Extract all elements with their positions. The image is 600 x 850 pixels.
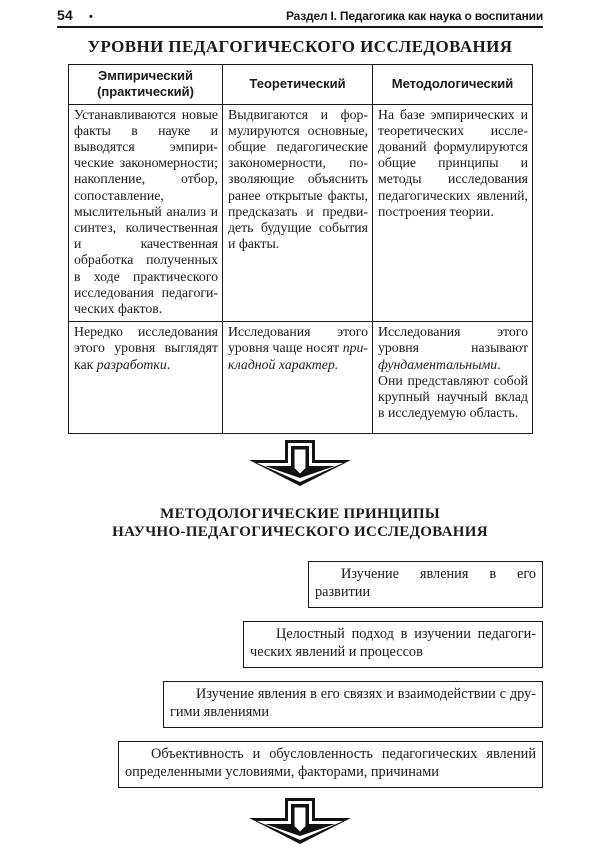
cell-empirical-description: Устанавливаются новые факты в науке и выводятся эмпирические закономерности; накопление, отбор, сопоставление, мыслительный анализ и синтез, количественная и качественная обработка полученных в ходе практического исследования педагогических фактов.	[69, 104, 223, 322]
col-header-theoretical: Теоретический	[223, 65, 373, 105]
title-line-2: НАУЧНО-ПЕДАГОГИЧЕСКОГО ИССЛЕДОВАНИЯ	[112, 523, 488, 540]
section-title-levels: УРОВНИ ПЕДАГОГИЧЕСКОГО ИССЛЕДОВАНИЯ	[87, 37, 513, 56]
cell-theoretical-description: Выдвигаются и формулируются основные, общие педагогические закономерности, позволяющие объяснить ранее открытые факты, предсказать и предвидеть будущие события и факты.	[223, 104, 373, 322]
principles-list	[57, 561, 543, 788]
section-title-principles	[57, 506, 543, 541]
col-header-methodological: Методологический	[373, 65, 533, 105]
page-number: 54	[57, 7, 73, 23]
principle-box-objectivity: Объективность и обусловленность педагогических явлений определенными условиями, факторами, причинами	[118, 741, 543, 788]
cell-methodological-note: Исследования этого уровня называют фундаментальными. Они представляют собой крупный научный вклад в исследуемую область.	[373, 322, 533, 434]
running-head	[57, 0, 543, 28]
table-row	[69, 104, 533, 322]
cell-theoretical-note: Исследования этого уровня чаще носят прикладной характер.	[223, 322, 373, 434]
book-page	[57, 0, 543, 850]
cell-methodological-description: На базе эмпирических и теоретических исследований формулируются общие принципы и методы исследования педагогических явлений, построения теории.	[373, 104, 533, 322]
col-header-empirical: Эмпирический (практический)	[69, 65, 223, 105]
levels-table	[68, 64, 533, 434]
down-arrow-icon	[57, 798, 543, 850]
principle-box-development: Изучение явления в его развитии	[308, 561, 543, 608]
down-arrow-icon	[57, 440, 543, 492]
table-row	[69, 322, 533, 434]
principle-box-holistic: Целостный подход в изучении педагогических явлений и процессов	[243, 621, 543, 668]
table-header-row	[69, 65, 533, 105]
cell-empirical-note: Нередко исследования этого уровня выглядят как разработки.	[69, 322, 223, 434]
principle-box-connections: Изучение явления в его связях и взаимодействии с другими явлениями	[163, 681, 543, 728]
title-line-1: МЕТОДОЛОГИЧЕСКИЕ ПРИНЦИПЫ	[160, 506, 440, 523]
running-head-title: Раздел I. Педагогика как наука о воспитании	[286, 9, 543, 23]
bullet-icon: •	[88, 11, 93, 23]
